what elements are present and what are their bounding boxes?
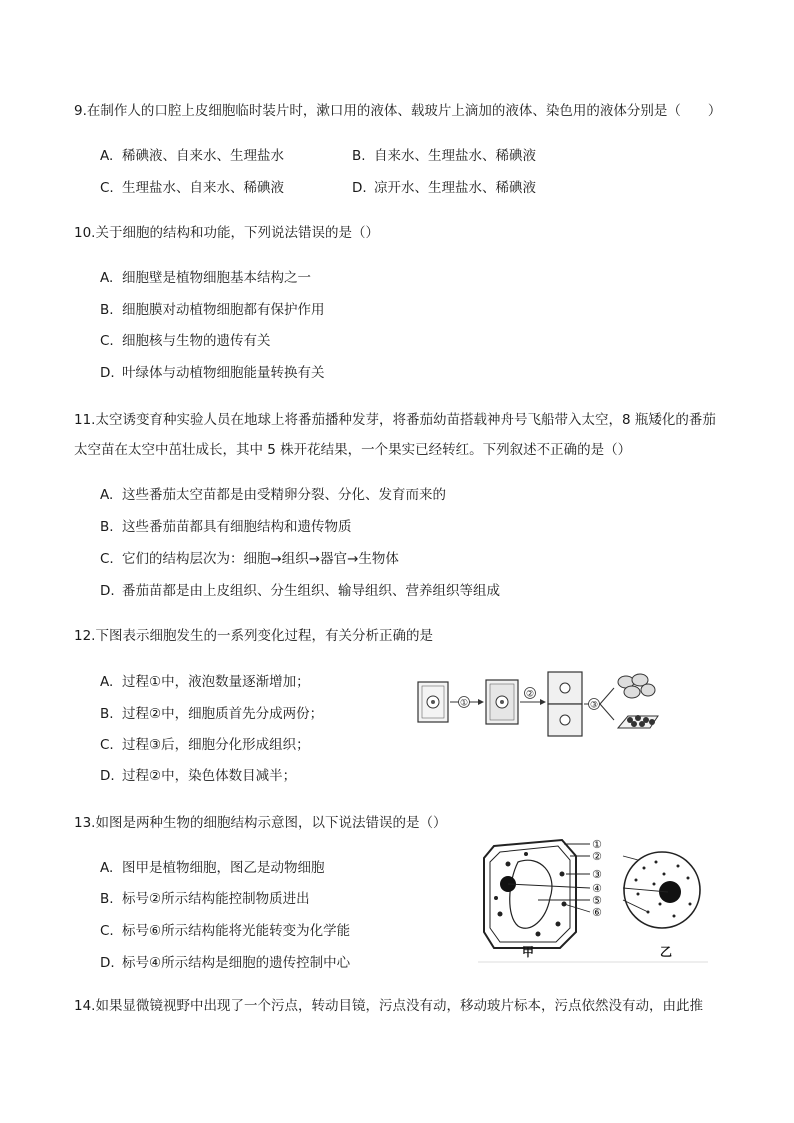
option-text: 过程③后，细胞分化形成组织； bbox=[122, 737, 310, 753]
option-label: D. bbox=[100, 583, 115, 599]
option-text: 这些番茄苗都具有细胞结构和遗传物质 bbox=[122, 519, 352, 535]
animal-cell bbox=[624, 852, 700, 928]
option-text: 叶绿体与动植物细胞能量转换有关 bbox=[122, 365, 325, 381]
option-text: 细胞膜对动植物细胞都有保护作用 bbox=[122, 302, 325, 318]
question-10-option-c bbox=[100, 331, 271, 351]
question-9-option-b bbox=[352, 146, 536, 166]
option-text: 过程②中，染色体数目减半； bbox=[122, 768, 297, 784]
option-label: B. bbox=[100, 519, 114, 535]
question-13-option-d bbox=[100, 953, 350, 973]
cell-stage-3 bbox=[548, 672, 582, 736]
marker-4: ④ bbox=[592, 882, 602, 895]
option-text: 这些番茄太空苗都是由受精卵分裂、分化、发育而来的 bbox=[122, 487, 446, 503]
cell-division-figure bbox=[414, 668, 662, 742]
option-label: B. bbox=[100, 706, 114, 722]
question-12-option-c bbox=[100, 735, 310, 755]
option-label: C. bbox=[100, 333, 114, 349]
question-13-option-b bbox=[100, 889, 310, 909]
option-label: C. bbox=[100, 923, 114, 939]
option-label: D. bbox=[100, 955, 115, 971]
step-label: ③ bbox=[589, 700, 599, 711]
cell-stage-1 bbox=[418, 682, 448, 722]
option-label: C. bbox=[100, 180, 114, 196]
option-text: 生理盐水、自来水、稀碘液 bbox=[122, 180, 284, 196]
option-label: A. bbox=[100, 148, 114, 164]
question-10-option-a bbox=[100, 268, 311, 288]
option-text: 图甲是植物细胞，图乙是动物细胞 bbox=[122, 860, 325, 876]
option-text: 标号⑥所示结构能将光能转变为化学能 bbox=[122, 923, 351, 939]
marker-6: ⑥ bbox=[592, 906, 602, 919]
tissue-cluster-lower bbox=[618, 715, 658, 728]
marker-1: ① bbox=[592, 838, 602, 851]
question-13-option-a bbox=[100, 858, 325, 878]
plant-cell bbox=[484, 840, 576, 948]
option-label: A. bbox=[100, 860, 114, 876]
question-10-stem: 10.关于细胞的结构和功能，下列说法错误的是（） bbox=[74, 225, 379, 241]
option-text: 标号④所示结构是细胞的遗传控制中心 bbox=[122, 955, 351, 971]
structure-markers bbox=[592, 838, 602, 919]
option-text: 过程①中，液泡数量逐渐增加； bbox=[122, 674, 310, 690]
option-label: B. bbox=[352, 148, 366, 164]
question-11-option-d bbox=[100, 581, 500, 601]
question-9-stem: 9.在制作人的口腔上皮细胞临时装片时，漱口用的液体、载玻片上滴加的液体、染色用的液体分别是（ ） bbox=[74, 103, 722, 119]
option-label: C. bbox=[100, 737, 114, 753]
option-text: 标号②所示结构能控制物质进出 bbox=[122, 891, 310, 907]
option-text: 凉开水、生理盐水、稀碘液 bbox=[374, 180, 536, 196]
arrow-step-2 bbox=[520, 688, 546, 706]
question-9-option-c bbox=[100, 178, 284, 198]
option-label: B. bbox=[100, 891, 114, 907]
option-label: A. bbox=[100, 674, 114, 690]
question-12-option-a bbox=[100, 672, 310, 692]
marker-5: ⑤ bbox=[592, 894, 602, 907]
question-11-option-b bbox=[100, 517, 352, 537]
question-11-option-a bbox=[100, 485, 446, 505]
question-14-stem: 14.如果显微镜视野中出现了一个污点，转动目镜，污点没有动，移动玻片标本，污点依然没有动，由此推 bbox=[74, 998, 703, 1014]
question-12-option-b bbox=[100, 704, 323, 724]
option-label: B. bbox=[100, 302, 114, 318]
option-text: 番茄苗都是由上皮组织、分生组织、输导组织、营养组织等组成 bbox=[122, 583, 500, 599]
option-text: 细胞壁是植物细胞基本结构之一 bbox=[122, 270, 311, 286]
option-label: A. bbox=[100, 270, 114, 286]
question-9-option-a bbox=[100, 146, 284, 166]
option-label: D. bbox=[100, 365, 115, 381]
caption-right: 乙 bbox=[659, 945, 673, 959]
option-label: A. bbox=[100, 487, 114, 503]
marker-3: ③ bbox=[592, 868, 602, 881]
question-11-stem: 11.太空诱变育种实验人员在地球上将番茄播种发芽，将番茄幼苗搭载神舟号飞船带入太空，8 瓶矮化的番茄太空苗在太空中茁壮成长，其中 5 株开花结果，一个果实已经转红。下列叙述不正确的是（） bbox=[74, 412, 716, 458]
option-label: D. bbox=[352, 180, 367, 196]
cell-structure-figure bbox=[478, 834, 708, 966]
question-13-stem: 13.如图是两种生物的细胞结构示意图，以下说法错误的是（） bbox=[74, 815, 447, 831]
option-label: C. bbox=[100, 551, 114, 567]
option-text: 细胞核与生物的遗传有关 bbox=[122, 333, 271, 349]
question-9-option-d bbox=[352, 178, 536, 198]
option-label: D. bbox=[100, 768, 115, 784]
step-label: ② bbox=[525, 689, 535, 700]
question-13-option-c bbox=[100, 921, 350, 941]
question-11-option-c bbox=[100, 549, 399, 569]
tissue-cluster-upper bbox=[618, 674, 655, 698]
question-10-option-d bbox=[100, 363, 325, 383]
caption-left: 甲 bbox=[521, 945, 535, 959]
option-text: 自来水、生理盐水、稀碘液 bbox=[374, 148, 536, 164]
cell-stage-2 bbox=[486, 680, 518, 724]
option-text: 稀碘液、自来水、生理盐水 bbox=[122, 148, 284, 164]
step-label: ① bbox=[459, 698, 469, 709]
question-10-option-b bbox=[100, 300, 325, 320]
question-12-stem: 12.下图表示细胞发生的一系列变化过程，有关分析正确的是 bbox=[74, 628, 433, 644]
marker-2: ② bbox=[592, 850, 602, 863]
option-text: 过程②中，细胞质首先分成两份； bbox=[122, 706, 324, 722]
option-text: 它们的结构层次为：细胞→组织→器官→生物体 bbox=[122, 551, 399, 567]
question-12-option-d bbox=[100, 766, 296, 786]
arrow-step-1 bbox=[450, 697, 484, 709]
arrow-step-3 bbox=[584, 688, 614, 720]
